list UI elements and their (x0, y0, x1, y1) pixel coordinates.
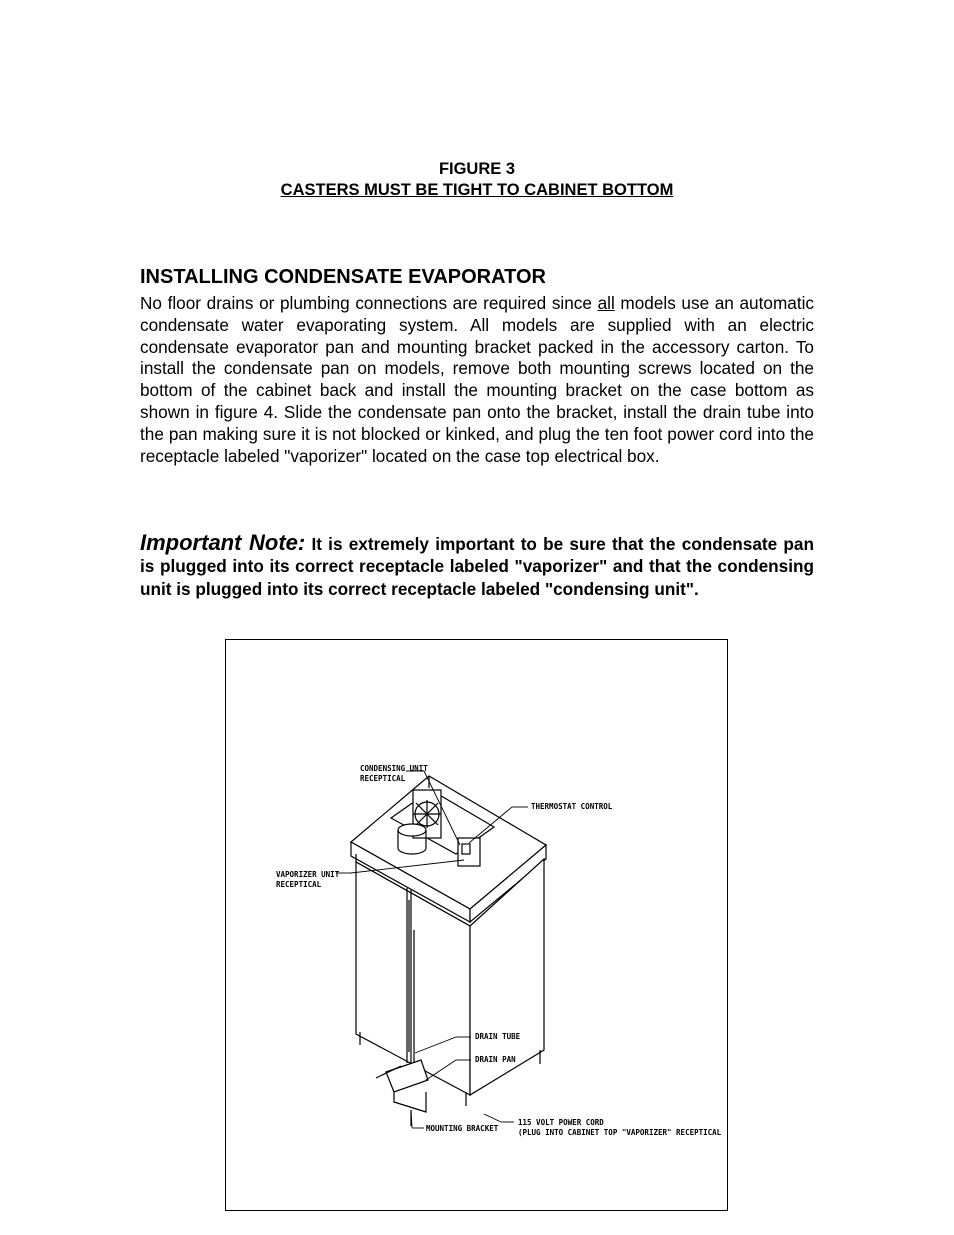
important-note-label: Important Note: (140, 530, 306, 555)
important-note (140, 532, 814, 600)
figure-number: FIGURE 3 (438, 160, 516, 178)
label-mounting-bracket: MOUNTING BRACKET (426, 1124, 499, 1133)
figure-3-caption (0, 159, 954, 201)
cabinet-diagram (226, 640, 729, 1212)
paragraph-text-start: No floor drains or plumbing connections are required since (140, 293, 598, 313)
label-vaporizer-unit: VAPORIZER UNIT (276, 870, 340, 879)
paragraph-underlined-word: all (597, 293, 615, 313)
label-condensing-unit: CONDENSING UNIT (360, 764, 428, 773)
label-power-cord-note: (PLUG INTO CABINET TOP "VAPORIZER" RECEPTICAL (518, 1128, 722, 1137)
installation-paragraph (140, 293, 814, 467)
label-thermostat-control: THERMOSTAT CONTROL (531, 802, 613, 811)
paragraph-text-rest: models use an automatic condensate water evaporating system. All models are supplied with an electric condensate evaporator pan and mounting bracket packed in the accessory carton. To install the condensate pan on models, remove both mounting screws located on the bottom of the cabinet back and install the mounting bracket on the case bottom as shown in figure 4. Slide the condensate pan onto the bracket, install the drain tube into the pan making sure it is not blocked or kinked, and plug the ten foot power cord into the receptacle labeled "vaporizer" located on the case top electrical box. (140, 293, 815, 466)
important-note-text: It is extremely important to be sure that the condensate pan is plugged into its correct receptacle labeled "vaporizer" and that the condensing unit is plugged into its correct receptacle labeled "condensing unit". (140, 534, 814, 599)
section-heading: INSTALLING CONDENSATE EVAPORATOR (140, 266, 546, 288)
label-power-cord: 115 VOLT POWER CORD (518, 1118, 604, 1127)
label-drain-pan: DRAIN PAN (475, 1055, 516, 1064)
cabinet-drawing (351, 776, 546, 1126)
label-vaporizer-receptical: RECEPTICAL (276, 880, 322, 889)
figure-caption-text: CASTERS MUST BE TIGHT TO CABINET BOTTOM (280, 181, 674, 199)
label-condensing-unit-receptical: RECEPTICAL (360, 774, 406, 783)
figure-4-diagram (225, 639, 728, 1211)
label-drain-tube: DRAIN TUBE (475, 1032, 521, 1041)
